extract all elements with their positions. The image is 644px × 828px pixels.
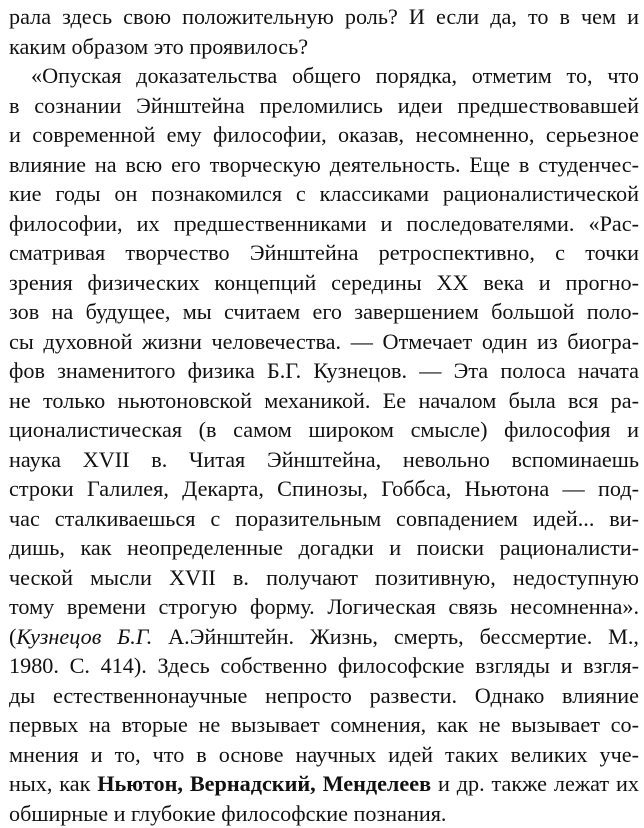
text-segment: ционалистическая (в самом широком смысле) философия и <box>9 417 639 442</box>
text-segment: в сознании Эйнштейна преломились идеи предшествовавшей <box>9 93 639 118</box>
text-line <box>9 238 639 268</box>
text-segment: сы духовной жизни человечества. — Отмечает один из биогра- <box>9 329 639 354</box>
text-line <box>9 769 639 799</box>
text-line <box>9 710 639 740</box>
text-line <box>9 651 639 681</box>
text-segment: ( <box>9 624 16 649</box>
text-line <box>9 504 639 534</box>
text-line <box>9 120 639 150</box>
text-line <box>9 681 639 711</box>
text-line <box>9 740 639 770</box>
text-line <box>9 2 639 32</box>
text-line <box>9 563 639 593</box>
text-segment: ческой мысли XVII в. получают позитивную, недоступную <box>9 565 639 590</box>
text-line <box>9 32 639 62</box>
text-segment: час сталкиваешься с поразительным совпадением идей... ви- <box>9 506 639 531</box>
text-segment: зрения физических концепций середины XX века и прогно- <box>9 270 639 295</box>
text-line <box>9 268 639 298</box>
text-segment: строки Галилея, Декарта, Спинозы, Гоббса, Ньютона — под- <box>9 476 639 501</box>
citation-author: Кузнецов Б.Г. <box>16 624 152 649</box>
text-line <box>9 150 639 180</box>
text-line <box>9 474 639 504</box>
text-segment: обширные и глубокие философские познания. <box>9 801 446 826</box>
text-segment: «Опуская доказательства общего порядка, отметим то, что <box>31 63 639 88</box>
text-line <box>9 179 639 209</box>
text-segment: зов на будущее, мы считаем его завершением большой поло- <box>9 299 639 324</box>
text-segment: первых на вторые не вызывает сомнения, как не вызывает со- <box>9 712 639 737</box>
text-segment: наука XVII в. Читая Эйнштейна, невольно вспоминаешь <box>9 447 639 472</box>
text-segment: и др. также лежат их <box>431 771 639 796</box>
text-segment: тому времени строгую форму. Логическая связь несомненна». <box>9 594 639 619</box>
emphasized-names: Ньютон, Вернадский, Менделеев <box>97 771 431 796</box>
text-line <box>9 445 639 475</box>
text-line <box>9 622 639 652</box>
text-segment: ных, как <box>9 771 97 796</box>
text-segment: 1980. С. 414). Здесь собственно философские взгляды и взгля- <box>9 653 639 678</box>
text-line <box>9 297 639 327</box>
text-line <box>9 209 639 239</box>
text-segment: рала здесь свою положительную роль? И если да, то в чем и <box>9 4 639 29</box>
text-segment: кие годы он познакомился с классиками рационалистической <box>9 181 639 206</box>
document-page <box>9 2 639 828</box>
text-segment: А.Эйнштейн. Жизнь, смерть, бессмертие. М., <box>152 624 639 649</box>
text-line <box>9 592 639 622</box>
text-line <box>9 61 639 91</box>
text-segment: не только ньютоновской механикой. Ее началом была вся ра- <box>9 388 639 413</box>
text-segment: ды естественнонаучные непросто развести. Однако влияние <box>9 683 639 708</box>
text-segment: философии, их предшественниками и последователями. «Рас- <box>9 211 639 236</box>
text-line <box>9 386 639 416</box>
text-segment: фов знаменитого физика Б.Г. Кузнецов. — Эта полоса начата <box>9 358 639 383</box>
text-segment: мнения и то, что в основе научных идей таких великих уче- <box>9 742 639 767</box>
text-segment: и современной ему философии, оказав, несомненно, серьезное <box>9 122 639 147</box>
text-line <box>9 533 639 563</box>
text-segment: сматривая творчество Эйнштейна ретроспективно, с точки <box>9 240 639 265</box>
text-line <box>9 91 639 121</box>
text-segment: влияние на всю его творческую деятельность. Еще в студенчес- <box>9 152 639 177</box>
text-line <box>9 356 639 386</box>
text-line <box>9 799 639 828</box>
text-line <box>9 415 639 445</box>
text-segment: дишь, как неопределенные догадки и поиски рационалисти- <box>9 535 639 560</box>
text-segment: каким образом это проявилось? <box>9 34 308 59</box>
text-line <box>9 327 639 357</box>
